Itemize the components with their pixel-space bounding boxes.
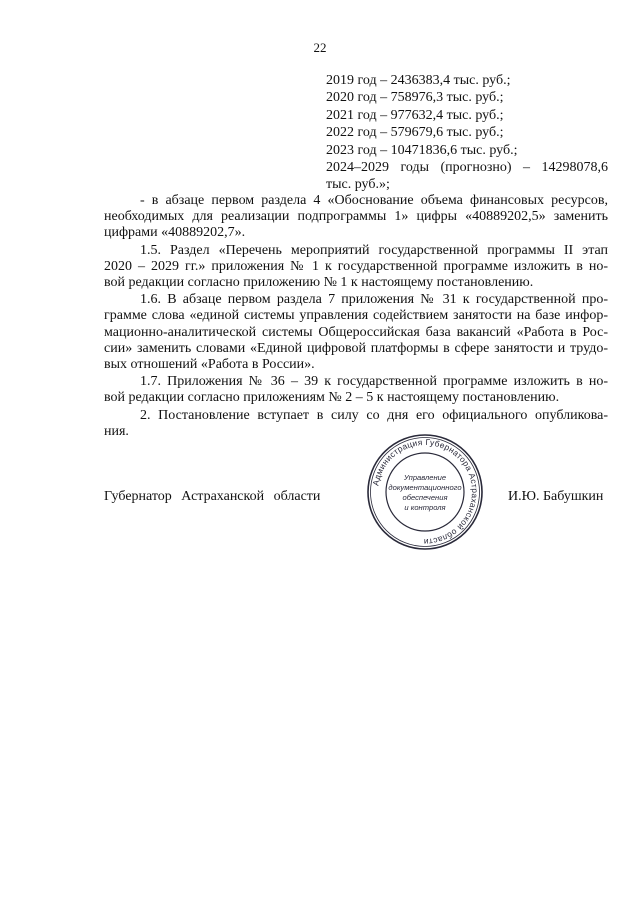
year-line: 2023 год – 10471836,6 тыс. руб.; [326, 142, 518, 158]
seal-inner-line: Управление [403, 473, 447, 482]
year-line: 2021 год – 977632,4 тыс. руб.; [326, 107, 504, 123]
text-line: 2. Постановление вступает в силу со дня его официального опубликова- [140, 407, 608, 423]
text-line: ния. [104, 423, 129, 439]
text-line: вой редакции согласно приложению № 1 к настоящему постановлению. [104, 275, 534, 291]
seal-inner-ring [386, 453, 464, 531]
paragraph-1-5 [104, 243, 608, 292]
text-line: 2020 – 2029 гг.» приложения № 1 к государственной программе изложить в но- [104, 258, 608, 274]
text-line: 1.5. Раздел «Перечень мероприятий государственной программы II этап [140, 242, 608, 258]
seal-inner-line: и контроля [404, 503, 446, 512]
paragraph-1-7 [104, 374, 608, 406]
funding-by-year-list [326, 72, 608, 194]
paragraph-2 [104, 408, 608, 440]
signatory-position: Губернатор Астраханской области [104, 489, 321, 504]
official-seal-stamp [365, 432, 485, 552]
text-line: мационно-аналитической системы Общероссийская база вакансий «Работа в Рос- [104, 324, 608, 340]
text-line: сии» заменить словами «Единой цифровой платформы в сфере занятости и трудо- [104, 340, 608, 356]
year-line: тыс. руб.»; [326, 177, 390, 193]
text-line: - в абзаце первом раздела 4 «Обоснование объема финансовых ресурсов, [140, 193, 608, 208]
text-line: необходимых для реализации подпрограммы 1» цифры «40889202,5» заменить [104, 209, 608, 225]
document-body [104, 193, 608, 441]
seal-outer-ring [368, 435, 482, 549]
seal-outer-textpath: Администрация Губернатора Астраханской области [370, 436, 481, 548]
paragraph-1-6 [104, 292, 608, 373]
paragraph-section-4-amendment [104, 193, 608, 242]
text-line: цифрами «40889202,7». [104, 225, 246, 241]
seal-inner-line: обеспечения [402, 493, 448, 502]
text-line: 1.6. В абзаце первом раздела 7 приложения № 31 к государственной про- [140, 292, 608, 308]
text-line: 1.7. Приложения № 36 – 39 к государственной программе изложить в но- [140, 374, 608, 390]
page-number: 22 [313, 40, 327, 55]
text-line: вой редакции согласно приложениям № 2 – 5 к настоящему постановлению. [104, 390, 560, 406]
year-line: 2019 год – 2436383,4 тыс. руб.; [326, 73, 511, 88]
year-line: 2022 год – 579679,6 тыс. руб.; [326, 125, 504, 141]
signatory-name: И.Ю. Бабушкин [508, 489, 604, 504]
year-line: 2024–2029 годы (прогнозно) – 14298078,6 [326, 160, 608, 176]
seal-inner-line: документационного [388, 483, 462, 492]
year-line: 2020 год – 758976,3 тыс. руб.; [326, 90, 504, 106]
text-line: вых отношений «Работа в России». [104, 357, 315, 373]
text-line: грамме слова «единой системы управления содействием занятости на базе инфор- [104, 308, 608, 324]
